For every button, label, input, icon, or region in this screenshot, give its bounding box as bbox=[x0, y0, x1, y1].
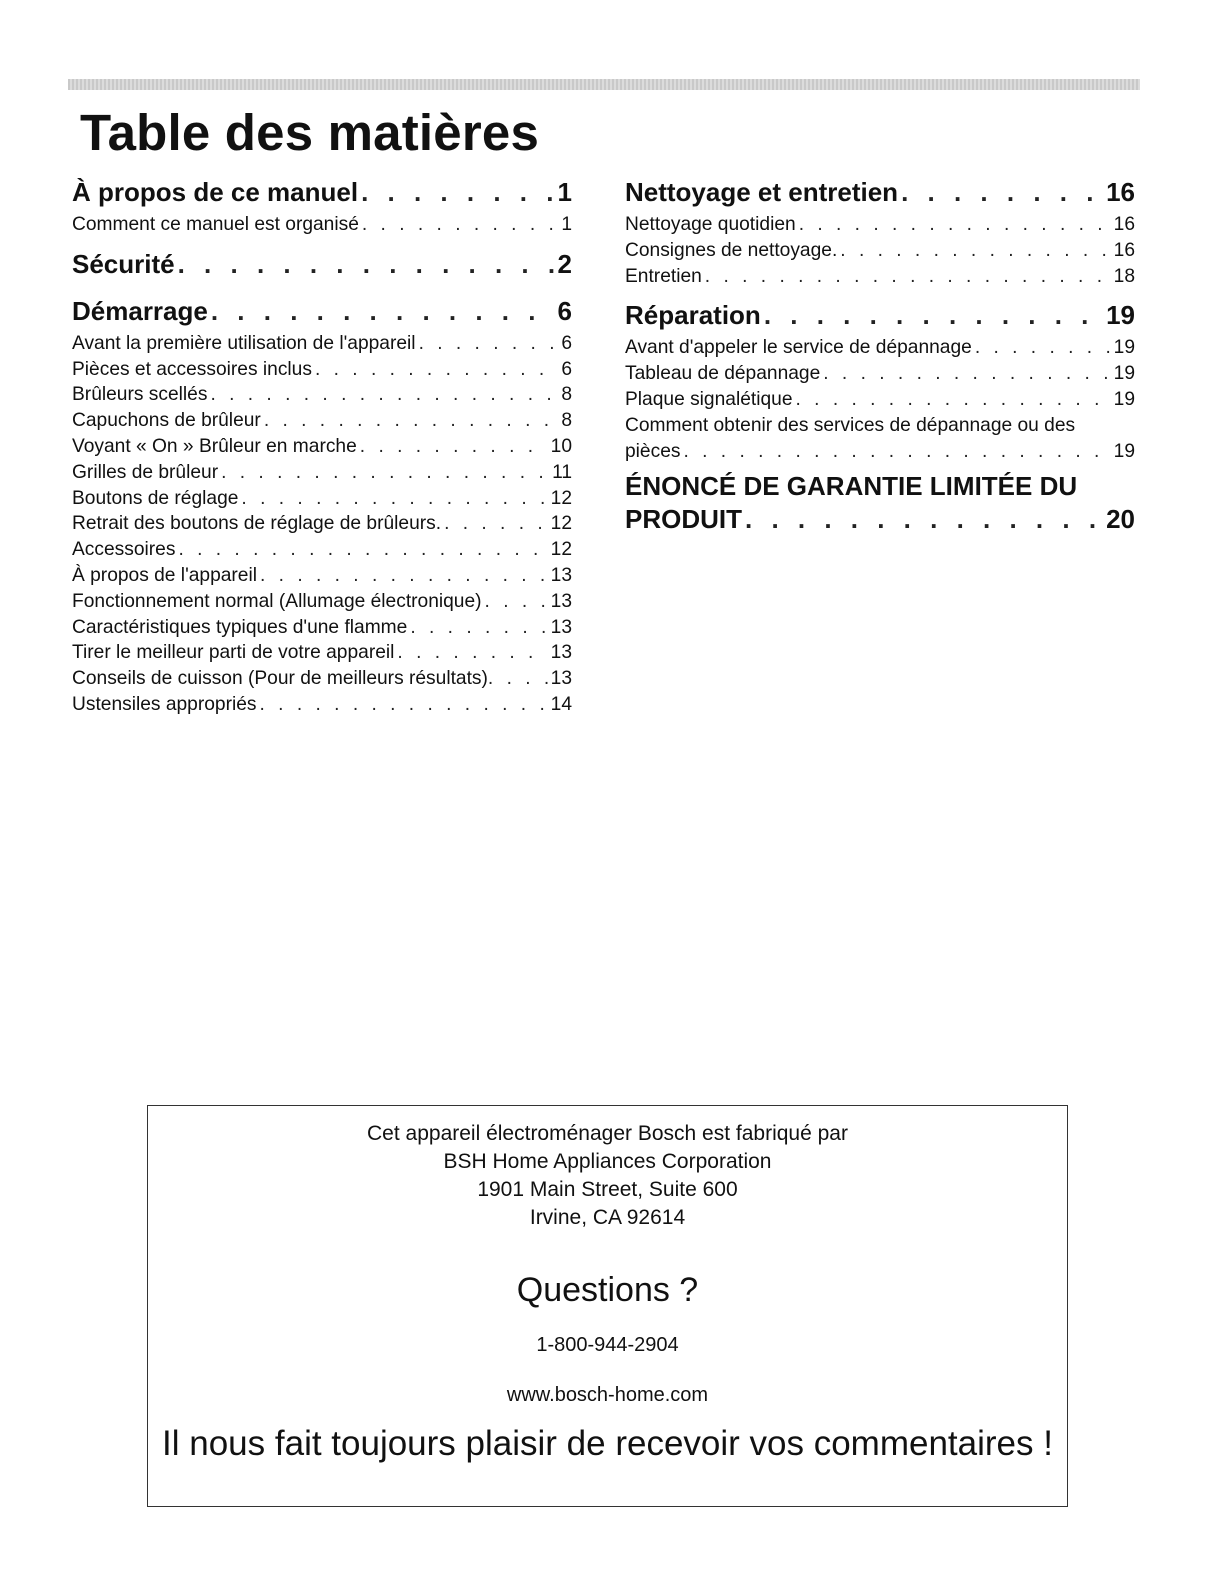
toc-entry-title: Nettoyage quotidien bbox=[625, 214, 796, 235]
toc-section bbox=[625, 470, 1135, 536]
toc-entry-page: 19 bbox=[1113, 440, 1135, 462]
toc-entry[interactable] bbox=[625, 264, 1135, 290]
toc-entry[interactable] bbox=[72, 666, 572, 692]
toc-entry-title: Grilles de brûleur bbox=[72, 461, 219, 483]
toc-entry-page: 18 bbox=[1113, 265, 1135, 287]
company-name: BSH Home Appliances Corporation bbox=[443, 1150, 772, 1173]
toc-entry-title: Voyant « On » Brûleur en marche bbox=[72, 435, 357, 457]
toc-entry-page: 12 bbox=[550, 513, 572, 535]
page-title: Table des matières bbox=[80, 104, 540, 161]
toc-entry[interactable] bbox=[72, 511, 572, 537]
toc-heading[interactable] bbox=[625, 299, 1135, 332]
toc-entry[interactable] bbox=[72, 382, 572, 408]
toc-entry-title: Accessoires bbox=[72, 539, 176, 561]
dot-leader bbox=[362, 212, 558, 238]
toc-entry-page: 16 bbox=[1113, 239, 1135, 261]
toc-entry-page: 13 bbox=[550, 668, 572, 690]
dot-leader bbox=[419, 331, 559, 357]
toc-entry-title: Comment ce manuel est organisé bbox=[72, 214, 359, 235]
toc-entry[interactable] bbox=[625, 335, 1135, 361]
dot-leader bbox=[745, 503, 1103, 536]
contact-info-box bbox=[147, 1105, 1068, 1507]
toc-entry[interactable] bbox=[625, 361, 1135, 387]
toc-entry-title: Avant la première utilisation de l'appareil bbox=[72, 332, 416, 354]
manufacturer-intro: Cet appareil électroménager Bosch est fabriqué par bbox=[367, 1122, 848, 1145]
dot-leader bbox=[360, 434, 548, 460]
toc-entry-title: Caractéristiques typiques d'une flamme bbox=[72, 616, 408, 638]
toc-heading[interactable] bbox=[72, 295, 572, 328]
dot-leader bbox=[485, 589, 548, 615]
toc-entry-title: Conseils de cuisson (Pour de meilleurs résultats) bbox=[72, 668, 488, 690]
dot-leader bbox=[315, 357, 558, 383]
toc-heading[interactable] bbox=[625, 470, 1135, 536]
toc-entry-title: Plaque signalétique bbox=[625, 388, 793, 410]
toc-heading-page: 2 bbox=[557, 248, 572, 279]
toc-entry-page: 13 bbox=[550, 642, 572, 664]
toc-entry-title: Entretien bbox=[625, 265, 702, 287]
toc-entry-page: 12 bbox=[550, 487, 572, 509]
dot-leader bbox=[840, 238, 1110, 264]
phone-number[interactable]: 1-800-944-2904 bbox=[536, 1334, 679, 1356]
toc-entry-title: Boutons de réglage bbox=[72, 487, 239, 509]
dot-leader bbox=[178, 248, 555, 281]
dot-leader bbox=[823, 361, 1110, 387]
toc-entry-page: 19 bbox=[1113, 363, 1135, 385]
toc-entry[interactable] bbox=[625, 387, 1135, 413]
toc-heading-page: 1 bbox=[557, 177, 572, 207]
toc-heading-page: 16 bbox=[1106, 177, 1135, 207]
street-address: 1901 Main Street, Suite 600 bbox=[477, 1178, 738, 1201]
toc-entry-title: Ustensiles appropriés bbox=[72, 693, 257, 715]
dot-leader bbox=[264, 408, 559, 434]
toc-entry-page: 8 bbox=[561, 384, 572, 406]
dot-leader bbox=[221, 460, 549, 486]
toc-entry-page: 13 bbox=[550, 616, 572, 638]
toc-entry[interactable] bbox=[72, 486, 572, 512]
toc-heading-title: Démarrage bbox=[72, 295, 208, 326]
manufacturer-block bbox=[148, 1120, 1067, 1232]
toc-entry[interactable] bbox=[72, 615, 572, 641]
toc-heading-title: Sécurité bbox=[72, 248, 175, 279]
toc-entry[interactable] bbox=[72, 460, 572, 486]
toc-entry-title-cont: pièces bbox=[625, 440, 681, 462]
dot-leader bbox=[361, 176, 554, 209]
toc-entry-title: Brûleurs scellés bbox=[72, 384, 208, 406]
toc-heading-title: Nettoyage et entretien bbox=[625, 177, 899, 207]
toc-entry-title: Pièces et accessoires inclus bbox=[72, 358, 312, 380]
toc-section bbox=[72, 176, 572, 238]
toc-entry-page: 11 bbox=[552, 461, 572, 483]
toc-entry-title: Tableau de dépannage bbox=[625, 363, 821, 385]
website-link[interactable]: www.bosch-home.com bbox=[506, 1384, 709, 1406]
dot-leader bbox=[178, 537, 547, 563]
toc-heading[interactable] bbox=[72, 248, 572, 281]
dot-leader bbox=[260, 692, 548, 718]
toc-entry-page: 13 bbox=[550, 590, 572, 612]
toc-heading-title: Réparation bbox=[625, 300, 761, 331]
toc-entry-title: Consignes de nettoyage. bbox=[625, 239, 838, 261]
toc-right-column bbox=[625, 176, 1135, 542]
toc-heading-page: 6 bbox=[557, 295, 572, 326]
toc-entry[interactable] bbox=[72, 563, 572, 589]
toc-entry-page: 10 bbox=[550, 435, 572, 457]
feedback-message: Il nous fait toujours plaisir de recevoir vos commentaires ! bbox=[162, 1424, 1053, 1463]
dot-leader bbox=[488, 666, 551, 692]
toc-entry-title: Fonctionnement normal (Allumage électronique) bbox=[72, 590, 482, 612]
toc-entry-page: 19 bbox=[1113, 337, 1135, 359]
toc-entry-title: Avant d'appeler le service de dépannage bbox=[625, 337, 972, 359]
dot-leader bbox=[211, 295, 555, 328]
dot-leader bbox=[796, 387, 1111, 413]
dot-leader bbox=[410, 615, 547, 641]
toc-entry-page: 13 bbox=[550, 564, 572, 586]
toc-left-column bbox=[72, 176, 572, 724]
toc-heading-line2 bbox=[625, 503, 1135, 536]
toc-entry-title: Retrait des boutons de réglage de brûleurs. bbox=[72, 513, 442, 535]
toc-heading-page: 19 bbox=[1106, 300, 1135, 331]
dot-leader bbox=[241, 486, 547, 512]
toc-entry-page: 19 bbox=[1113, 388, 1135, 410]
toc-section bbox=[625, 176, 1135, 289]
toc-entry-title: Comment obtenir des services de dépannage ou des bbox=[625, 414, 1076, 436]
toc-heading[interactable] bbox=[625, 176, 1135, 209]
dot-leader bbox=[901, 176, 1103, 209]
toc-entry[interactable] bbox=[72, 589, 572, 615]
questions-heading: Questions ? bbox=[516, 1271, 699, 1309]
dot-leader bbox=[975, 335, 1111, 361]
toc-section bbox=[72, 248, 572, 281]
toc-entry[interactable] bbox=[72, 408, 572, 434]
toc-entry[interactable] bbox=[72, 357, 572, 383]
toc-section bbox=[625, 299, 1135, 464]
toc-entry-title: À propos de l'appareil bbox=[72, 564, 257, 586]
dot-leader bbox=[799, 212, 1111, 238]
toc-entry-page: 1 bbox=[561, 214, 572, 235]
toc-entry-page: 6 bbox=[561, 358, 572, 380]
toc-entry-title: Capuchons de brûleur bbox=[72, 410, 261, 432]
toc-entry[interactable] bbox=[72, 692, 572, 718]
toc-entry[interactable] bbox=[72, 331, 572, 357]
toc-entry-page: 6 bbox=[561, 332, 572, 354]
toc-entry-page: 16 bbox=[1113, 214, 1135, 235]
toc-section bbox=[72, 295, 572, 718]
toc-entry[interactable] bbox=[625, 413, 1135, 465]
toc-entry[interactable] bbox=[625, 212, 1135, 238]
dot-leader bbox=[397, 640, 547, 666]
dot-leader bbox=[764, 299, 1103, 332]
toc-heading-title: ÉNONCÉ DE GARANTIE LIMITÉE DU bbox=[625, 471, 1078, 502]
toc-entry-page: 12 bbox=[550, 539, 572, 561]
toc-heading[interactable] bbox=[72, 176, 572, 209]
dot-leader bbox=[260, 563, 548, 589]
top-rule bbox=[68, 79, 1140, 90]
toc-entry-title: Tirer le meilleur parti de votre appareil bbox=[72, 642, 395, 664]
dot-leader bbox=[210, 382, 558, 408]
toc-entry[interactable] bbox=[72, 640, 572, 666]
dot-leader bbox=[705, 264, 1111, 290]
toc-entry[interactable] bbox=[72, 537, 572, 563]
toc-entry[interactable] bbox=[72, 212, 572, 238]
city-state-zip: Irvine, CA 92614 bbox=[529, 1206, 686, 1229]
toc-heading-title: À propos de ce manuel bbox=[72, 177, 359, 207]
toc-entry[interactable] bbox=[72, 434, 572, 460]
dot-leader bbox=[683, 439, 1110, 465]
toc-entry-page: 8 bbox=[561, 410, 572, 432]
toc-entry[interactable] bbox=[625, 238, 1135, 264]
dot-leader bbox=[444, 511, 548, 537]
toc-entry-line2 bbox=[625, 439, 1135, 465]
toc-heading-title-cont: PRODUIT bbox=[625, 504, 742, 535]
toc-heading-page: 20 bbox=[1106, 504, 1135, 535]
toc-entry-page: 14 bbox=[550, 693, 572, 715]
